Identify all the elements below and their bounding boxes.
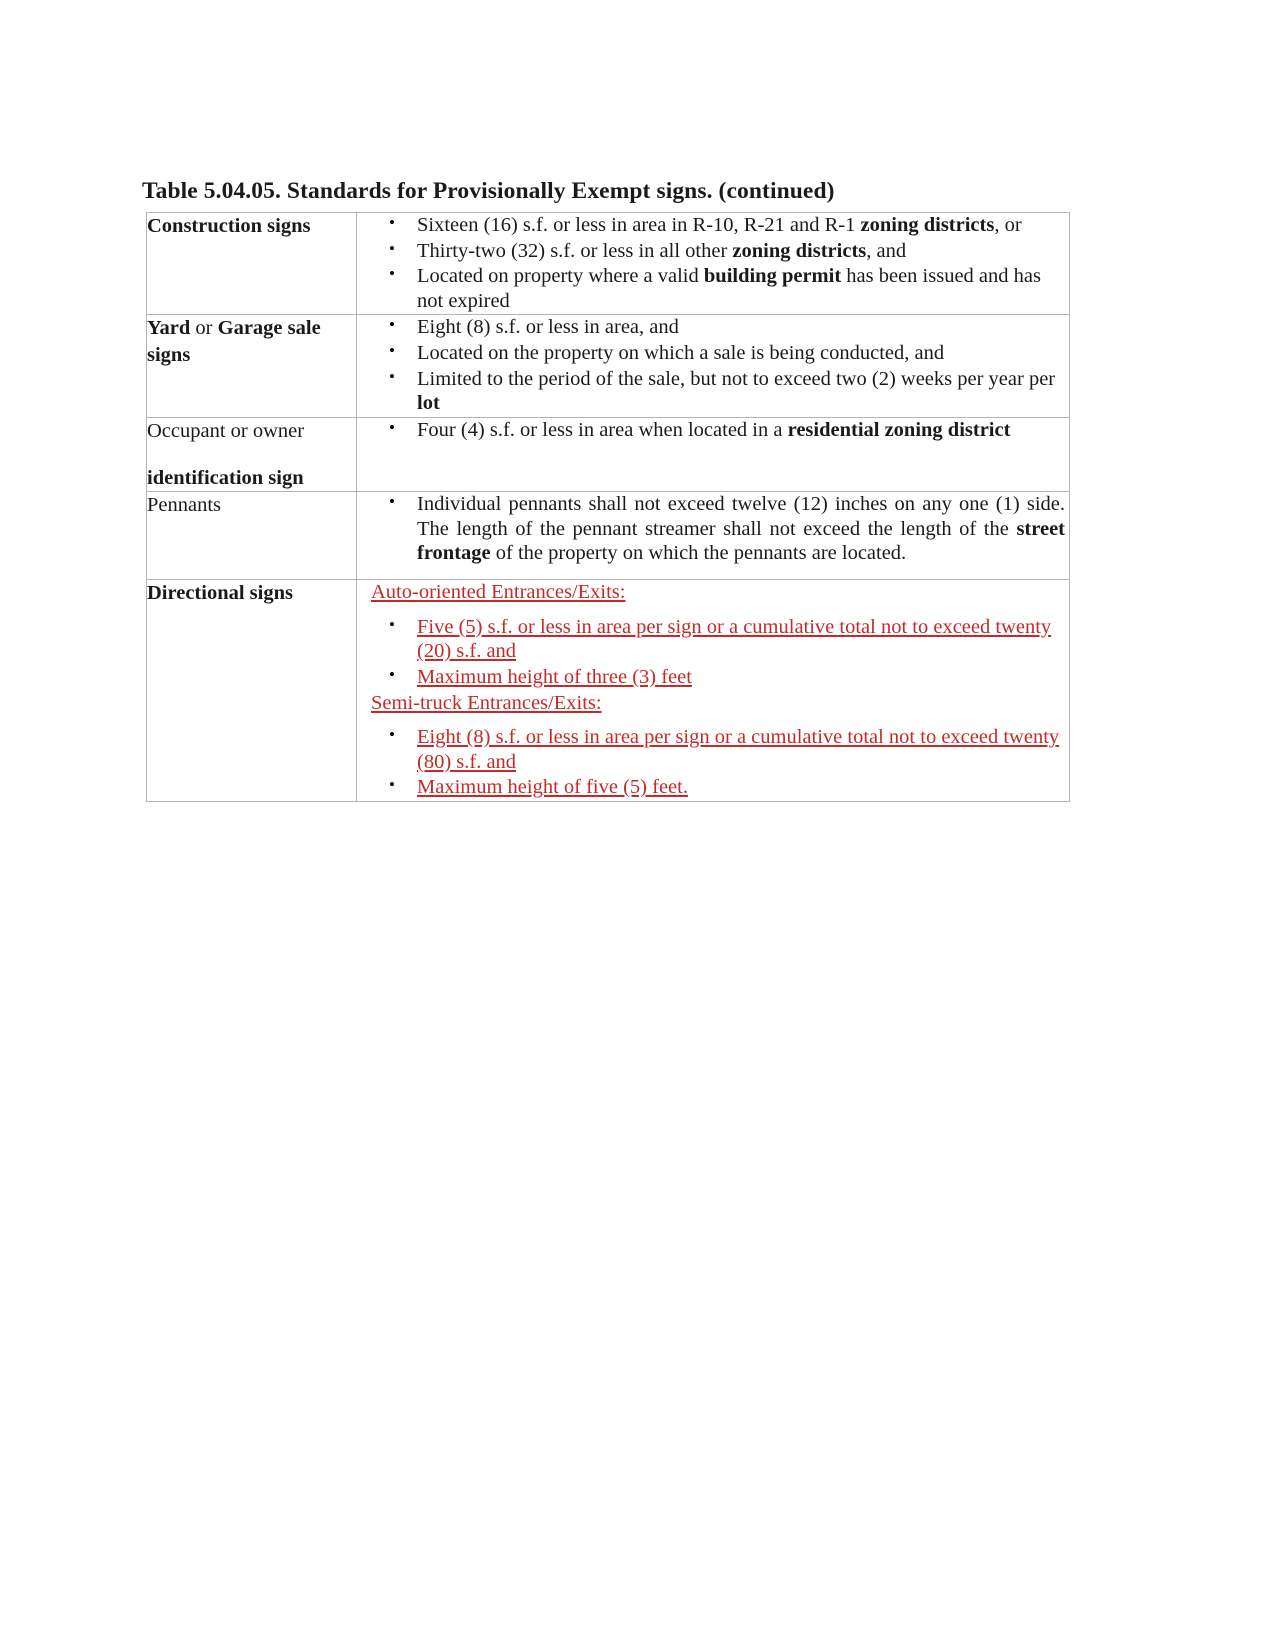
item-text: Sixteen (16) s.f. or less in area in R-10, R-21 and R-1 — [417, 214, 861, 236]
item-emphasis: zoning districts — [732, 239, 867, 262]
item-emphasis: building permit — [703, 265, 842, 288]
cell-spacer — [357, 443, 1069, 489]
list-item — [357, 213, 1069, 238]
row-label-cell — [147, 417, 357, 491]
table-row — [147, 492, 1070, 580]
revision-heading: Semi-truck Entrances/Exits: — [371, 692, 602, 715]
revision-heading-wrap — [357, 691, 1069, 716]
row-content-cell — [357, 315, 1070, 417]
row-content-cell — [357, 492, 1070, 580]
item-text: Four (4) s.f. or less in area when located in a — [417, 418, 788, 441]
table-row — [147, 580, 1070, 802]
table-row — [147, 417, 1070, 491]
row-label-part: Directional signs — [147, 582, 293, 604]
standards-table — [146, 212, 1070, 802]
item-emphasis: lot — [417, 392, 440, 415]
table-row — [147, 213, 1070, 315]
row-content-cell — [357, 417, 1070, 491]
list-item — [357, 492, 1069, 566]
list-item — [357, 315, 1069, 340]
row-label — [147, 492, 356, 518]
row-label-part: Occupant or owner — [147, 419, 305, 442]
item-text: Thirty-two (32) s.f. or less in all other — [417, 239, 733, 262]
revision-heading: Auto-oriented Entrances/Exits: — [371, 581, 626, 603]
item-text: Five (5) s.f. or less in area per sign or a cumulative total not to exceed twenty (20) s.f. and — [417, 615, 1052, 663]
table-row — [147, 315, 1070, 417]
row-label-part: identification sign — [147, 466, 304, 489]
item-emphasis: zoning districts — [860, 214, 995, 236]
label-spacer — [147, 444, 356, 465]
row-label-part: Pennants — [147, 494, 222, 517]
item-text: , and — [866, 239, 907, 262]
row-label-cell — [147, 315, 357, 417]
revision-list — [357, 725, 1069, 800]
row-content-cell — [357, 213, 1070, 315]
table-body — [147, 213, 1070, 802]
item-text: Eight (8) s.f. or less in area, and — [417, 316, 679, 339]
requirement-list — [357, 418, 1069, 443]
list-item — [357, 239, 1069, 264]
list-item — [357, 665, 1069, 690]
item-text: of the property on which the pennants are located. — [490, 542, 907, 565]
revision-list — [357, 615, 1069, 690]
requirement-list — [357, 492, 1069, 566]
page-title: Table 5.04.05. Standards for Provisionally Exempt signs. (continued) — [142, 178, 835, 204]
requirement-list — [357, 315, 1069, 415]
item-text: Maximum height of three (3) feet — [417, 665, 692, 688]
list-item — [357, 264, 1069, 313]
requirement-list — [357, 213, 1069, 313]
row-label-cell — [147, 492, 357, 580]
row-label-cell — [147, 213, 357, 315]
list-item — [357, 775, 1069, 800]
list-item — [357, 341, 1069, 366]
row-label — [147, 213, 356, 239]
item-text: Located on property where a valid — [417, 265, 704, 288]
item-text: , or — [994, 214, 1022, 236]
item-text: Maximum height of five (5) feet. — [417, 776, 688, 799]
cell-spacer — [357, 567, 1069, 579]
item-text: Located on the property on which a sale is being conducted, and — [417, 341, 945, 364]
item-text: Limited to the period of the sale, but not to exceed two (2) weeks per year per — [417, 367, 1056, 390]
row-label-part: Construction signs — [147, 215, 311, 237]
row-label-part: Yard — [147, 317, 191, 340]
item-text: Individual pennants shall not exceed twelve (12) inches on any one (1) side. The length of the pennant streamer shall not exceed the length of the — [417, 493, 1065, 540]
row-label-part: Garage sale signs — [147, 317, 321, 366]
item-emphasis: street frontage — [417, 517, 1065, 565]
list-item — [357, 367, 1069, 416]
list-item — [357, 725, 1069, 774]
row-label — [147, 418, 356, 491]
row-label — [147, 315, 356, 367]
item-emphasis: residential zoning district — [787, 418, 1011, 441]
row-label-cell — [147, 580, 357, 802]
cell-spacer — [357, 718, 1069, 725]
revision-block — [357, 580, 1069, 800]
item-text: has been issued and has not expired — [417, 265, 1041, 312]
revision-heading-wrap — [357, 580, 1069, 605]
list-item — [357, 418, 1069, 443]
row-label — [147, 580, 356, 606]
list-item — [357, 615, 1069, 664]
item-text: Eight (8) s.f. or less in area per sign or a cumulative total not to exceed twenty (80) s.f. and — [417, 725, 1060, 773]
row-content-cell — [357, 580, 1070, 802]
row-label-part: or — [190, 317, 218, 340]
